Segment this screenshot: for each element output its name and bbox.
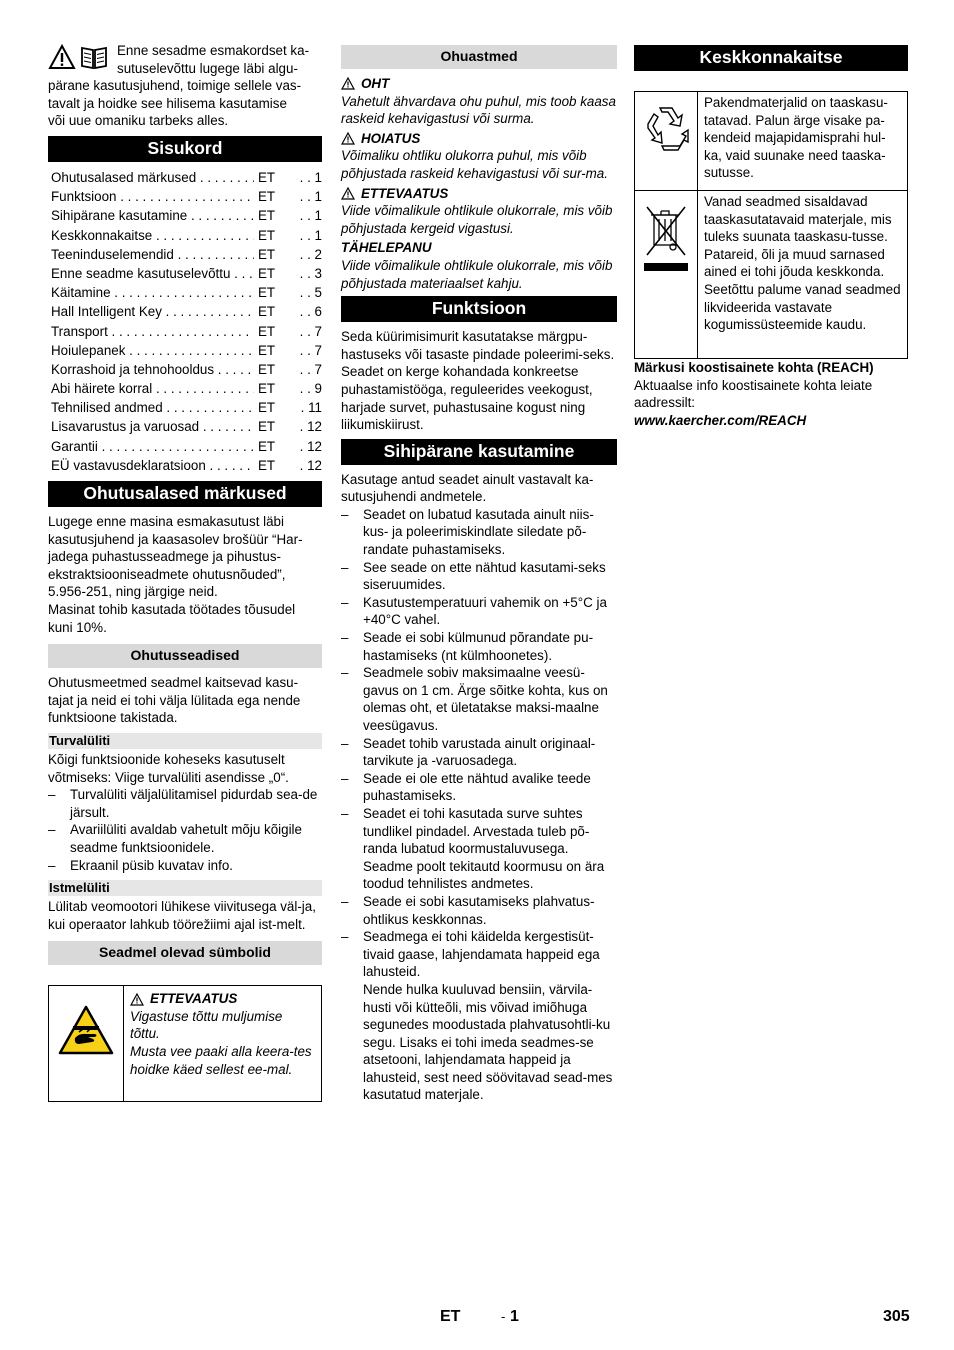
toc-entry-lang: ET — [258, 381, 276, 397]
toc-entry-label: Funktsioon — [51, 189, 117, 205]
toc-entry-label: Hoiulepanek — [51, 342, 126, 358]
toc-entry-page: . . 6 — [299, 304, 322, 320]
symbol-table — [48, 985, 322, 1102]
toc-entry-label: Hall Intelligent Key — [51, 304, 162, 320]
toc-entry-title — [51, 302, 254, 321]
danger-item-tahelepanu — [341, 239, 617, 292]
toc-entry-title — [51, 187, 254, 206]
environment-heading: Keskkonnakaitse — [634, 45, 908, 71]
toc-entry-lang: ET — [258, 246, 276, 262]
toc-row[interactable] — [51, 398, 322, 417]
toc-heading: Sisukord — [48, 136, 322, 162]
toc-entry-lang: ET — [258, 208, 276, 224]
warning-triangle-icon — [48, 44, 76, 70]
symbol-icon-cell — [49, 986, 124, 1101]
column-right — [634, 42, 908, 429]
list-item: – Seadmele sobiv maksimaalne veesü-gavus on 1 cm. Ärge sõitke kohta, kus on olemas oht, et ületatakse maksi-maalne veesügavus. — [341, 664, 617, 734]
danger-text: Vahetult ähvardava ohu puhul, mis toob kaasa raskeid kehavigastusi või surma. — [341, 93, 616, 127]
danger-item-hoiatus — [341, 130, 617, 183]
danger-title — [341, 75, 617, 93]
danger-label: HOIATUS — [361, 130, 421, 146]
toc-entry-lang: ET — [258, 227, 276, 243]
toc-entry-page: . . 7 — [299, 342, 322, 358]
toc-row[interactable] — [51, 302, 322, 321]
toc-entry-label: Abi häirete korral — [51, 381, 153, 397]
footer-section-number: 1 — [510, 1308, 519, 1325]
manual-book-icon — [79, 44, 109, 70]
list-item: – Turvalüliti väljalülitamisel pidurdab sea-de järsult. — [48, 786, 322, 821]
toc-row[interactable] — [51, 206, 322, 225]
environment-text: Pakendmaterjalid on taaskasu-tatavad. Palun ärge visake pa-kendeid majapidamisprahi hul-ka, vaid suunake need taaska-sutusse. — [704, 95, 888, 181]
reach-link[interactable]: www.kaercher.com/REACH — [634, 412, 807, 428]
safety-devices-text: Ohutusmeetmed seadmel kaitsevad kasu-tajat ja neid ei tohi välja lülitada ega nende funktsioone takistada. — [48, 675, 301, 726]
toc-entry-page: . 12 — [299, 457, 322, 473]
toc-entry-page: . . 1 — [299, 189, 322, 205]
toc-row[interactable] — [51, 283, 322, 302]
environment-text: Vanad seadmed sisaldavad taaskasutatavaid materjale, mis tuleks suunata taaskasu-tusse. Patareid, õli ja muud sarnased ained ei tohi jõuda keskkonda. Seetõttu palume vanad seadmed likvideerida vastavate kogumissüsteemide kaudu. — [704, 194, 901, 333]
toc-row[interactable] — [51, 168, 322, 187]
toc-entry-label: Käitamine — [51, 285, 111, 301]
danger-text: Viide võimalikule ohtlikule olukorrale, mis võib põhjustada materiaalset kahju. — [341, 257, 613, 291]
toc-entry-page: . . 2 — [299, 246, 322, 262]
toc-row[interactable] — [51, 456, 322, 475]
toc-entry-title — [51, 456, 254, 475]
table-of-contents — [51, 168, 322, 475]
list-item: – Kasutustemperatuuri vahemik on +5°C ja +40°C vahel. — [341, 594, 617, 629]
symbol-text-cell — [124, 986, 321, 1101]
danger-title — [341, 185, 617, 203]
toc-entry-page: . . 1 — [299, 227, 322, 243]
safety-heading: Ohutusalased märkused — [48, 481, 322, 507]
toc-row[interactable] — [51, 322, 322, 341]
toc-row[interactable] — [51, 245, 322, 264]
intro-line: Enne sesadme esmakordset ka- — [117, 43, 310, 58]
toc-entry-page: . . 7 — [299, 323, 322, 339]
page-number: 305 — [883, 1308, 910, 1325]
danger-item-ettevaatus — [341, 185, 617, 238]
toc-entry-label: Tehnilised andmed — [51, 400, 163, 416]
toc-entry-lang: ET — [258, 265, 276, 281]
toc-entry-title — [51, 417, 254, 436]
toc-entry-title — [51, 398, 254, 417]
list-item: – Seadet tohib varustada ainult originaal-tarvikute ja -varuosadega. — [341, 735, 617, 770]
toc-entry-lang: ET — [258, 457, 276, 473]
toc-entry-title — [51, 341, 254, 360]
toc-entry-lang: ET — [258, 170, 276, 185]
toc-entry-title — [51, 437, 254, 456]
toc-entry-lang: ET — [258, 438, 276, 454]
toc-entry-label: Sihipärane kasutamine — [51, 208, 188, 224]
danger-title — [341, 239, 617, 257]
safety-switch-list — [48, 786, 322, 874]
toc-entry-title — [51, 206, 254, 225]
column-middle — [341, 42, 617, 1104]
danger-title — [341, 130, 617, 148]
safety-devices-heading: Ohutusseadised — [48, 644, 322, 668]
toc-entry-label: Korrashoid ja tehnohooldus — [51, 361, 215, 377]
safety-switch-heading: Turvalüliti — [48, 733, 322, 749]
toc-row[interactable] — [51, 437, 322, 456]
toc-entry-title — [51, 226, 254, 245]
danger-item-oht — [341, 75, 617, 128]
toc-row[interactable] — [51, 341, 322, 360]
warning-triangle-icon — [130, 993, 144, 1006]
reach-text: Aktuaalse info koostisainete kohta leiate aadressilt: — [634, 377, 873, 411]
toc-entry-title — [51, 360, 254, 379]
symbols-heading: Seadmel olevad sümbolid — [48, 941, 322, 965]
toc-entry-title — [51, 264, 254, 283]
crossed-bin-icon — [641, 201, 691, 277]
toc-entry-page: . . 1 — [299, 170, 322, 185]
function-heading: Funktsioon — [341, 296, 617, 322]
safety-slope-note: Masinat tohib kasutada töötades tõusudel kuni 10%. — [48, 601, 296, 635]
symbol-warning-title — [130, 990, 315, 1008]
intro-line: pärane kasutusjuhend, toimige sellele vas- — [48, 78, 302, 94]
danger-label: ETTEVAATUS — [361, 185, 449, 201]
toc-entry-page: . . 9 — [299, 381, 322, 397]
list-item: – Seadmega ei tohi käidelda kergestisüt-tivaid gaase, lahjendamata happeid ega lahusteid. Nende hulka kuuluvad bensiin, värvila-husti või kütteõli, mis võivad imiõhuga segunedes moodustada plahvatusohtli-ku segu. Lisaks ei tohi imeda seadmes-se atsetooni, lahjendamata happeid ja lahusteid, sest need söövitavad sead-mes kasutatud materjale. — [341, 928, 617, 1104]
intro-line: sutuselevõttu lugege läbi algu- — [117, 60, 298, 76]
reach-heading: Märkusi koostisainete kohta (REACH) — [634, 360, 874, 375]
danger-levels-heading: Ohuastmed — [341, 45, 617, 69]
intro-line: tavalt ja hoidke see hilisema kasutamise — [48, 95, 287, 111]
function-paragraph: Seda küürimisimurit kasutatakse märgpu-hastuseks või tasaste pindade poleerimi-seks. — [341, 329, 615, 362]
toc-row[interactable] — [51, 226, 322, 245]
environment-row — [635, 92, 907, 190]
list-item: – Seade ei ole ette nähtud avalike teede puhastamiseks. — [341, 770, 617, 805]
toc-row[interactable] — [51, 264, 322, 283]
footer-separator: - — [501, 1309, 506, 1324]
intended-use-intro: Kasutage antud seadet ainult vastavalt ka-sutusjuhendi andmetele. — [341, 471, 594, 505]
list-item: – Seadet on lubatud kasutada ainult niis-kus- ja poleerimiskindlate siledate põ-randate puhastamiseks. — [341, 506, 617, 559]
toc-entry-label: Teeninduselemendid — [51, 246, 174, 262]
warning-triangle-icon — [341, 132, 355, 145]
intro-line: või uue omaniku tarbeks alles. — [48, 113, 229, 129]
danger-label: OHT — [361, 76, 390, 91]
toc-row[interactable] — [51, 417, 322, 436]
list-item: – Ekraanil püsib kuvatav info. — [48, 857, 322, 875]
toc-entry-label: Enne seadme kasutuselevõttu — [51, 265, 231, 281]
toc-row[interactable] — [51, 379, 322, 398]
toc-entry-page: . . 3 — [299, 265, 322, 281]
toc-entry-label: EÜ vastavusdeklaratsioon — [51, 457, 206, 473]
toc-entry-page: . 12 — [299, 438, 322, 454]
toc-entry-label: Transport — [51, 323, 108, 339]
safety-switch-text: Kõigi funktsioonide koheseks kasutuselt võtmiseks: Viige turvalüliti asendisse „0“. — [48, 751, 289, 785]
toc-entry-title — [51, 322, 254, 341]
intended-use-list — [341, 506, 617, 1104]
list-item: – See seade on ette nähtud kasutami-seks siseruumides. — [341, 559, 617, 594]
warning-triangle-icon — [341, 187, 355, 200]
list-item: – Avariilüliti avaldab vahetult mõju kõigile seadme funktsioonidele. — [48, 821, 322, 856]
symbol-warning-label: ETTEVAATUS — [150, 991, 238, 1007]
toc-entry-title — [51, 379, 254, 398]
toc-entry-title — [51, 283, 254, 302]
footer-lang: ET — [440, 1308, 461, 1325]
warning-book-icons — [48, 44, 112, 70]
column-left — [48, 42, 322, 1102]
toc-row[interactable] — [51, 187, 322, 206]
toc-entry-page: . . 5 — [299, 285, 322, 301]
toc-row[interactable] — [51, 360, 322, 379]
intro-block — [48, 42, 322, 130]
toc-entry-page: . 11 — [300, 400, 322, 416]
danger-text: Viide võimalikule ohtlikule olukorrale, mis võib põhjustada kergeid vigastusi. — [341, 203, 613, 236]
toc-entry-lang: ET — [258, 323, 276, 339]
toc-entry-title — [51, 245, 254, 264]
crossed-bin-icon-cell — [635, 191, 698, 358]
toc-entry-label: Keskkonnakaitse — [51, 227, 153, 243]
toc-entry-lang: ET — [258, 400, 276, 416]
recycling-icon — [640, 102, 692, 152]
toc-entry-lang: ET — [258, 419, 276, 435]
toc-entry-lang: ET — [258, 342, 276, 358]
toc-entry-lang: ET — [258, 361, 276, 377]
toc-entry-label: Garantii — [51, 438, 98, 454]
toc-entry-label: Lisavarustus ja varuosad — [51, 419, 200, 435]
environment-row — [635, 190, 907, 358]
symbol-warning-text: Vigastuse tõttu muljumise tõttu. Musta vee paaki alla keera-tes hoidke käed sellest ee-mal. — [130, 1008, 312, 1077]
toc-entry-page: . . 1 — [299, 208, 322, 224]
toc-entry-page: . . 7 — [299, 361, 322, 377]
toc-entry-title — [51, 168, 254, 187]
recycling-icon-cell — [635, 92, 698, 190]
toc-entry-lang: ET — [258, 189, 276, 205]
list-item: – Seadet ei tohi kasutada surve suhtes tundlikel pindadel. Arvestada tuleb põ-randa lubatud koormustaluvusega. Seadme poolt tekitautd koormusu on ära toodud tehnilistes andmetes. — [341, 805, 617, 893]
intended-use-heading: Sihipärane kasutamine — [341, 439, 617, 465]
warning-triangle-icon — [341, 77, 355, 90]
toc-entry-lang: ET — [258, 304, 276, 320]
hand-crush-warning-icon — [57, 1004, 115, 1056]
function-paragraph: Seadet on kerge kohandada konkreetse puhastamistööga, reguleerides veekogust, harjade survet, puhastusaine kogust ning liikumiskiirust. — [341, 364, 593, 433]
danger-label: TÄHELEPANU — [341, 240, 432, 256]
toc-entry-page: . 12 — [299, 419, 322, 435]
safety-paragraph: Lugege enne masina esmakasutust läbi kasutusjuhend ja kaasasolev brošüür “Har-jadega puhastusseadmege ja pihustus-ekstraktsiooniseadmete ohutusnõuded”, 5.956-251, ning järgige neid. — [48, 514, 303, 600]
danger-text: Võimaliku ohtliku olukorra puhul, mis võib põhjustada raskeid kehavigastusi või sur-ma. — [341, 148, 608, 181]
toc-entry-label: Ohutusalased märkused — [51, 170, 197, 185]
environment-table — [634, 91, 908, 359]
seat-switch-text: Lülitab veomootori lühikese viivitusega väl-ja, kui operaator lahkub töörežiimi ajal ist-melt. — [48, 899, 316, 932]
toc-entry-lang: ET — [258, 285, 276, 301]
list-item: – Seade ei sobi külmunud põrandate pu-hastamiseks (nt külmhoonetes). — [341, 629, 617, 664]
list-item: – Seade ei sobi kasutamiseks plahvatus-ohtlikus keskkonnas. — [341, 893, 617, 928]
seat-switch-heading: Istmelüliti — [48, 880, 322, 896]
